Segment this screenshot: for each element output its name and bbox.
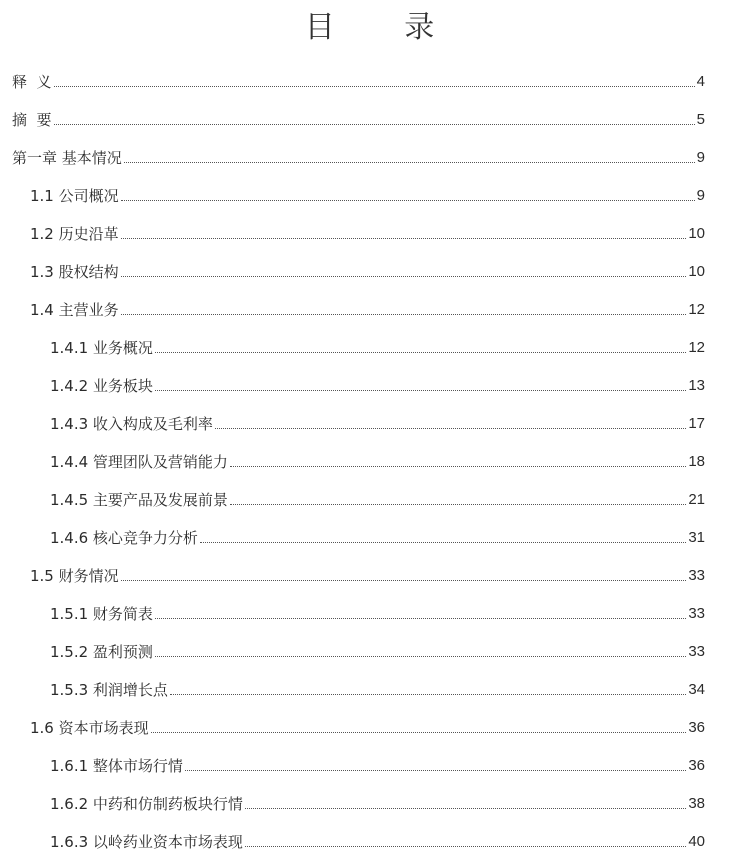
toc-page-number: 21 — [688, 491, 705, 508]
toc-leader-dots — [54, 86, 695, 87]
toc-entry[interactable] — [50, 750, 705, 776]
toc-leader-dots — [121, 238, 687, 239]
toc-entry[interactable] — [30, 256, 705, 282]
toc-leader-dots — [124, 162, 695, 163]
toc-entry[interactable] — [50, 522, 705, 548]
toc-entry[interactable] — [50, 788, 705, 814]
toc-page-number: 10 — [688, 263, 705, 280]
toc-leader-dots — [155, 618, 686, 619]
toc-page-number: 9 — [696, 149, 705, 166]
toc-leader-dots — [185, 770, 686, 771]
toc-entry-label: 1.5.1 财务简表 — [50, 605, 153, 623]
toc-page-number: 33 — [688, 643, 705, 660]
toc-entry-label: 1.6.1 整体市场行情 — [50, 757, 183, 775]
toc-leader-dots — [155, 390, 686, 391]
toc-leader-dots — [200, 542, 686, 543]
toc-leader-dots — [121, 314, 687, 315]
toc-page-number: 36 — [688, 757, 705, 774]
toc-entry[interactable] — [30, 560, 705, 586]
toc-page-number: 36 — [688, 719, 705, 736]
toc-entry-label: 释 义 — [12, 73, 52, 91]
toc-entry-label: 第一章 基本情况 — [12, 149, 122, 167]
toc-page-number: 10 — [688, 225, 705, 242]
toc-page-number: 13 — [688, 377, 705, 394]
toc-leader-dots — [170, 694, 686, 695]
toc-entry[interactable] — [30, 180, 705, 206]
toc-leader-dots — [54, 124, 695, 125]
toc-page-number: 38 — [688, 795, 705, 812]
toc-page-number: 5 — [696, 111, 705, 128]
toc-page-number: 33 — [688, 567, 705, 584]
toc-entry[interactable] — [12, 104, 705, 130]
toc-leader-dots — [215, 428, 686, 429]
toc-leader-dots — [155, 656, 686, 657]
toc-entry-label: 1.6 资本市场表现 — [30, 719, 149, 737]
page-title: 目 录 — [304, 10, 465, 45]
toc-entry[interactable] — [30, 712, 705, 738]
toc-entry[interactable] — [30, 294, 705, 320]
toc-leader-dots — [121, 580, 687, 581]
toc-entry[interactable] — [50, 332, 705, 358]
toc-entry[interactable] — [50, 446, 705, 472]
toc-entry-label: 1.1 公司概况 — [30, 187, 119, 205]
toc-leader-dots — [245, 846, 686, 847]
toc-entry-label: 摘 要 — [12, 111, 52, 129]
toc-entry-label: 1.4.2 业务板块 — [50, 377, 153, 395]
toc-entry-label: 1.6.2 中药和仿制药板块行情 — [50, 795, 243, 813]
toc-entry-label: 1.3 股权结构 — [30, 263, 119, 281]
toc-entry[interactable] — [50, 408, 705, 434]
toc-entry-label: 1.4.6 核心竞争力分析 — [50, 529, 198, 547]
toc-entry[interactable] — [12, 66, 705, 92]
toc-page-number: 31 — [688, 529, 705, 546]
toc-page-number: 34 — [688, 681, 705, 698]
toc-leader-dots — [245, 808, 686, 809]
toc-entry[interactable] — [30, 218, 705, 244]
toc-entry-label: 1.4.5 主要产品及发展前景 — [50, 491, 228, 509]
toc-entry[interactable] — [50, 370, 705, 396]
toc-entry[interactable] — [50, 826, 705, 852]
toc-entry-label: 1.4.4 管理团队及营销能力 — [50, 453, 228, 471]
toc-leader-dots — [155, 352, 686, 353]
toc-entry-label: 1.6.3 以岭药业资本市场表现 — [50, 833, 243, 851]
toc-leader-dots — [230, 504, 686, 505]
toc-leader-dots — [121, 200, 695, 201]
toc-entry-label: 1.5.3 利润增长点 — [50, 681, 168, 699]
toc-entry[interactable] — [50, 484, 705, 510]
toc-entry-label: 1.2 历史沿革 — [30, 225, 119, 243]
toc-entry-label: 1.5 财务情况 — [30, 567, 119, 585]
toc-entry[interactable] — [50, 674, 705, 700]
toc-page-number: 17 — [688, 415, 705, 432]
toc-page-number: 9 — [696, 187, 705, 204]
toc-page-number: 18 — [688, 453, 705, 470]
toc-entry-label: 1.4.1 业务概况 — [50, 339, 153, 357]
toc-leader-dots — [230, 466, 686, 467]
toc-page-number: 12 — [688, 301, 705, 318]
toc-leader-dots — [151, 732, 687, 733]
toc-leader-dots — [121, 276, 687, 277]
toc-page-number: 12 — [688, 339, 705, 356]
toc-page-number: 33 — [688, 605, 705, 622]
toc-page-number: 40 — [688, 833, 705, 850]
toc-entry[interactable] — [12, 142, 705, 168]
toc-entry[interactable] — [50, 636, 705, 662]
toc-entry-label: 1.4 主营业务 — [30, 301, 119, 319]
toc-entry[interactable] — [50, 598, 705, 624]
toc-entry-label: 1.4.3 收入构成及毛利率 — [50, 415, 213, 433]
toc-entry-label: 1.5.2 盈利预测 — [50, 643, 153, 661]
toc-page-number: 4 — [696, 73, 705, 90]
